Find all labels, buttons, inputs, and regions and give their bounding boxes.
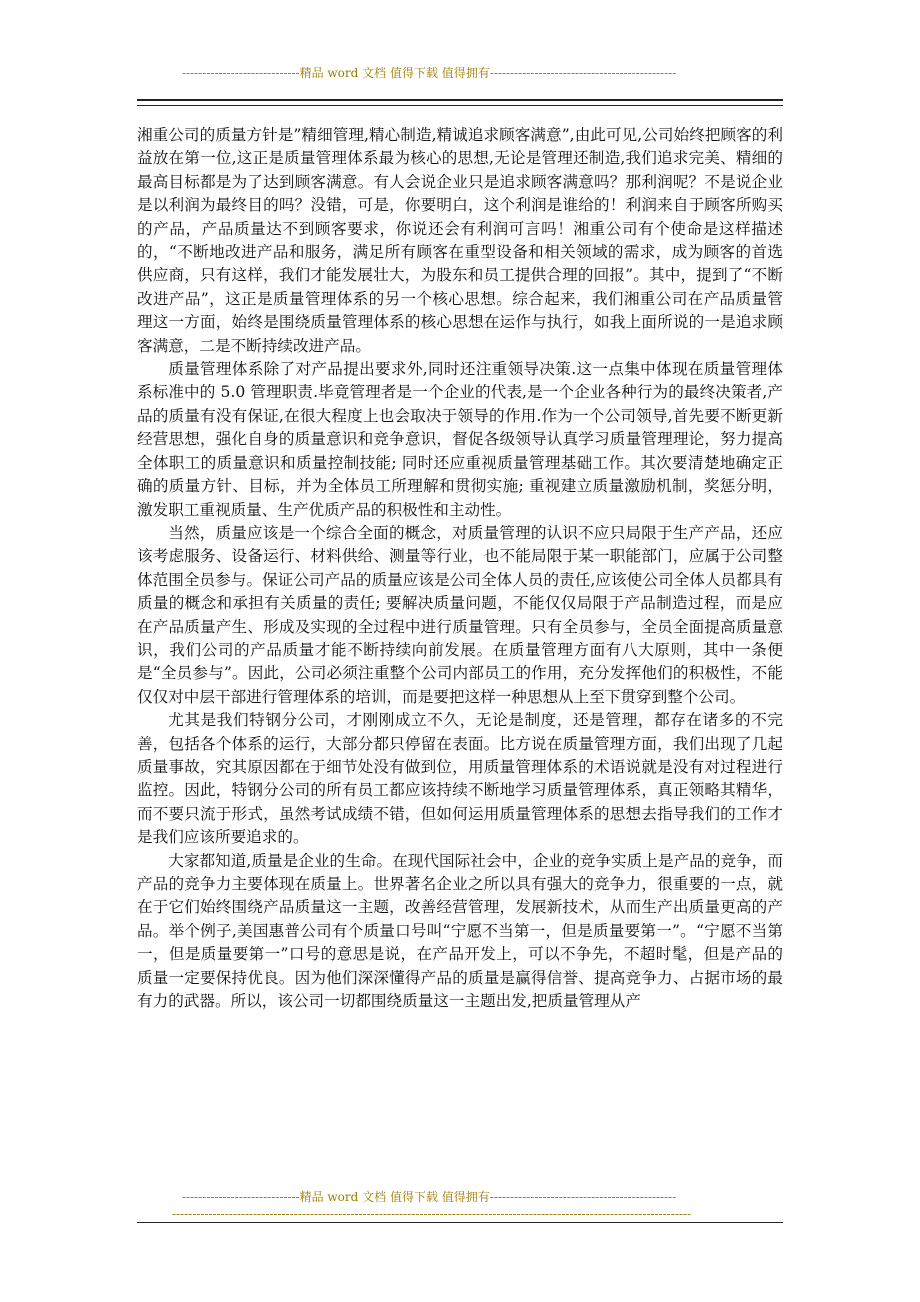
document-body	[137, 124, 783, 1013]
paragraph: 质量管理体系除了对产品提出要求外,同时还注重领导决策.这一点集中体现在质量管理体系标准中的 5.0 管理职责.毕竟管理者是一个企业的代表,是一个企业各种行为的最终决策者,产品的质量有没有保证,在很大程度上也会取决于领导的作用.作为一个公司领导,首先要不断更新经营思想，强化自身的质量意识和竞争意识，督促各级领导认真学习质量管理理论，努力提高全体职工的质量意识和质量控制技能; 同时还应重视质量管理基础工作。其次要清楚地确定正确的质量方针、目标，并为全体员工所理解和贯彻实施; 重视建立质量激励机制，奖惩分明，激发职工重视质量、生产优质产品的积极性和主动性。	[137, 360, 783, 519]
paragraph: 大家都知道,质量是企业的生命。在现代国际社会中，企业的竞争实质上是产品的竞争，而产品的竞争力主要体现在质量上。世界著名企业之所以具有强大的竞争力，很重要的一点，就在于它们始终围绕产品质量这一主题，改善经营管理，发展新技术，从而生产出质量更高的产品。举个例子,美国惠普公司有个质量口号叫“宁愿不当第一，但是质量要第一”。“宁愿不当第一，但是质量要第一”口号的意思是说，在产品开发上，可以不争先，不超时髦，但是产品的质量一定要保持优良。因为他们深深懂得产品的质量是赢得信誉、提高竞争力、占据市场的最有力的武器。所以，该公司一切都围绕质量这一主题出发,把质量管理从产	[137, 851, 783, 1011]
footer-banner: -----------------------------精品 word 文档 值得下载 值得拥有----------------------------------------------	[182, 1190, 677, 1204]
header-rule	[137, 99, 783, 101]
paragraph: 当然，质量应该是一个综合全面的概念，对质量管理的认识不应只局限于生产产品，还应该考虑服务、设备运行、材料供给、测量等行业，也不能局限于某一职能部门，应属于公司整体范围全员参与。保证公司产品的质量应该是公司全体人员的责任,应该使公司全体人员都具有质量的概念和承担有关质量的责任; 要解决质量问题，不能仅仅局限于产品制造过程，而是应在产品质量产生、形成及实现的全过程中进行质量管理。只有全员参与，全员全面提高质量意识，我们公司的产品质量才能不断持续向前发展。在质量管理方面有八大原则，其中一条便是“全员参与”。因此，公司必须注重整个公司内部员工的作用，充分发挥他们的积极性，不能仅仅对中层干部进行管理体系的培训，而是要把这样一种思想从上至下贯穿到整个公司。	[137, 523, 783, 706]
footer-rule	[137, 1222, 783, 1223]
footer-dashes: --------------------------------------------------------------------------------------------------------------------------------	[172, 1207, 691, 1221]
header-banner: -----------------------------精品 word 文档 值得下载 值得拥有----------------------------------------------	[182, 66, 677, 80]
paragraph: 湘重公司的质量方针是”精细管理,精心制造,精诚追求顾客满意”,由此可见,公司始终把顾客的利益放在第一位,这正是质量管理体系最为核心的思想,无论是管理还制造,我们追求完美、精细的最高目标都是为了达到顾客满意。有人会说企业只是追求顾客满意吗？那利润呢？不是说企业是以利润为最终目的吗？没错，可是，你要明白，这个利润是谁给的！利润来自于顾客所购买的产品，产品质量达不到顾客要求，你说还会有利润可言吗！湘重公司有个使命是这样描述的，“不断地改进产品和服务，满足所有顾客在重型设备和相关领域的需求，成为顾客的首选供应商，只有这样，我们才能发展壮大，为股东和员工提供合理的回报”。其中，提到了“不断改进产品”，这正是质量管理体系的另一个核心思想。综合起来，我们湘重公司在产品质量管理这一方面，始终是围绕质量管理体系的核心思想在运作与执行，如我上面所说的一是追求顾客满意，二是不断持续改进产品。	[137, 126, 783, 355]
paragraph: 尤其是我们特钢分公司，才刚刚成立不久，无论是制度，还是管理，都存在诸多的不完善，包括各个体系的运行，大部分都只停留在表面。比方说在质量管理方面，我们出现了几起质量事故，究其原因都在于细节处没有做到位，用质量管理体系的术语说就是没有对过程进行监控。因此，特钢分公司的所有员工都应该持续不断地学习质量管理体系，真正领略其精华，而不要只流于形式，虽然考试成绩不错，但如何运用质量管理体系的思想去指导我们的工作才是我们应该所要追求的。	[137, 711, 783, 847]
header-rule-thin	[137, 105, 783, 106]
